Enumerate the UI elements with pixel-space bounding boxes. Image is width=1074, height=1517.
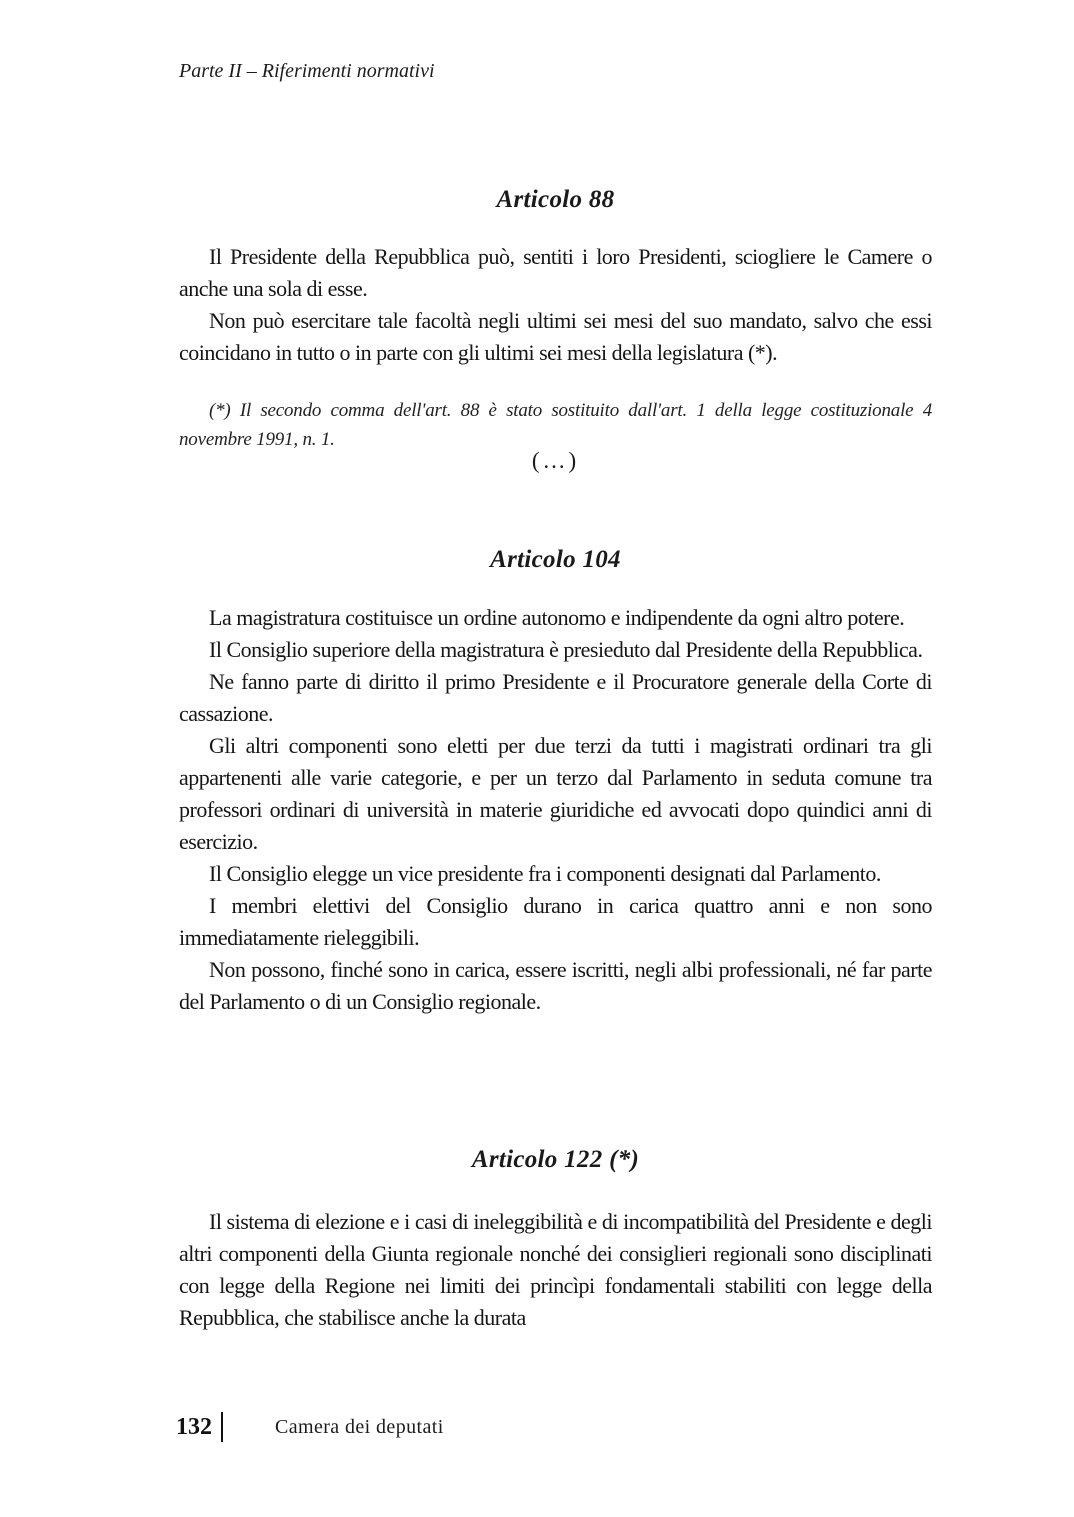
article-104-title: Articolo 104 [490,546,621,573]
omission-separator: (…) [531,448,580,473]
footnote-text: (*) Il secondo comma dell'art. 88 è stato sostituito dall'art. 1 della legge costituzionale 4 novembre 1991, n. 1. [179,400,932,450]
body-paragraph: Il Consiglio elegge un vice presidente fra i componenti designati dal Parlamento. [209,861,881,886]
article-122-title: Articolo 122 (*) [471,1146,640,1173]
page-number: 132 [176,1413,212,1440]
body-paragraph: Non può esercitare tale facoltà negli ultimi sei mesi del suo mandato, salvo che essi coincidano in tutto o in parte con gli ultimi sei mesi della legislatura (*). [179,308,932,365]
body-paragraph: Il Consiglio superiore della magistratura è presieduto dal Presidente della Repubblica. [209,637,923,662]
article-122-body [179,1206,932,1334]
page-footer [176,1412,444,1442]
body-paragraph: Gli altri componenti sono eletti per due terzi da tutti i magistrati ordinari tra gli appartenenti alle varie categorie, e per un terzo dal Parlamento in seduta comune tra professori ordinari di università in materie giuridiche ed avvocati dopo quindici anni di esercizio. [179,733,932,854]
body-paragraph: Il Presidente della Repubblica può, sentiti i loro Presidenti, sciogliere le Camere o anche una sola di esse. [179,244,932,301]
body-paragraph: La magistratura costituisce un ordine autonomo e indipendente da ogni altro potere. [209,605,905,630]
article-88-body [179,241,932,369]
body-paragraph: I membri elettivi del Consiglio durano in carica quattro anni e non sono immediatamente rieleggibili. [179,893,932,950]
article-88-footnote [179,396,932,454]
article-88-title: Articolo 88 [496,186,615,213]
footer-publisher-label: Camera dei deputati [275,1415,444,1438]
footer-divider [221,1412,223,1442]
body-paragraph: Non possono, finché sono in carica, essere iscritti, negli albi professionali, né far parte del Parlamento o di un Consiglio regionale. [179,957,932,1014]
body-paragraph: Ne fanno parte di diritto il primo Presidente e il Procuratore generale della Corte di cassazione. [179,669,932,726]
body-paragraph: Il sistema di elezione e i casi di ineleggibilità e di incompatibilità del Presidente e degli altri componenti della Giunta regionale nonché dei consiglieri regionali sono disciplinati con legge della Regione nei limiti dei princìpi fondamentali stabiliti con legge della Repubblica, che stabilisce anche la durata [179,1209,932,1330]
article-104-body [179,602,932,1018]
running-header: Parte II – Riferimenti normativi [179,60,435,82]
